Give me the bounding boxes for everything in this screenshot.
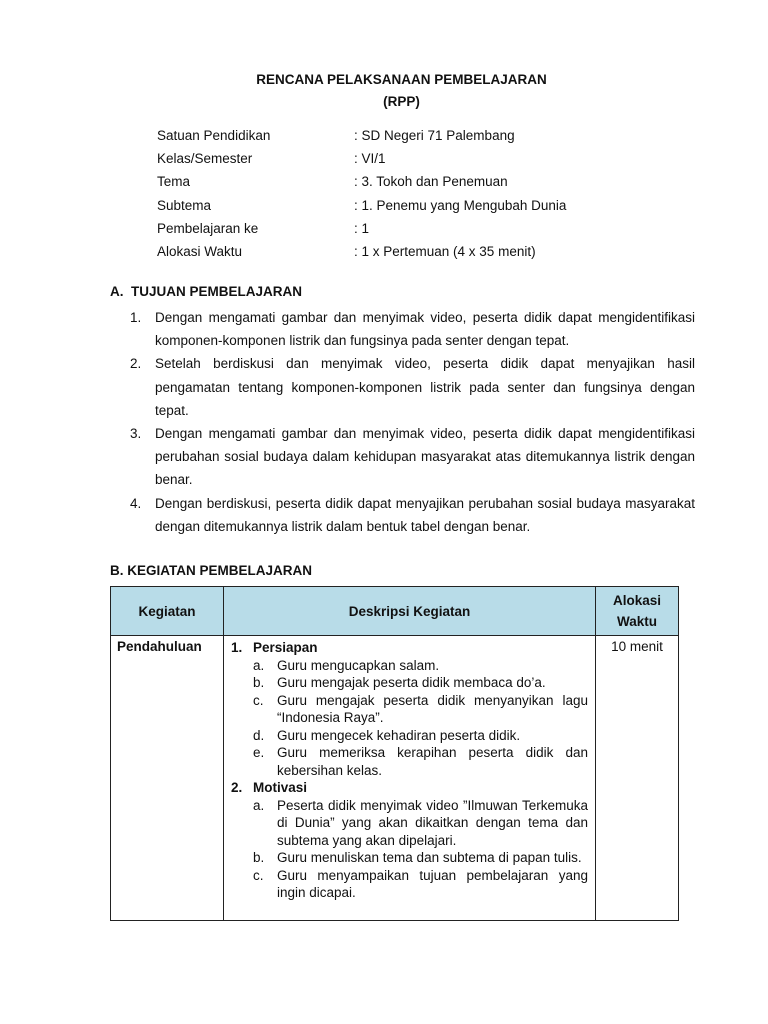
document-subtitle: (RPP) bbox=[383, 94, 420, 109]
info-row bbox=[157, 196, 566, 219]
item-text: Guru menuliskan tema dan subtema di papan tulis. bbox=[277, 850, 582, 865]
item-letter: e. bbox=[253, 745, 265, 760]
info-row bbox=[157, 149, 566, 172]
item-letter: c. bbox=[253, 692, 264, 708]
group-title: Persiapan bbox=[253, 640, 318, 655]
item-text: Guru mengajak peserta didik membaca do’a. bbox=[277, 675, 546, 690]
item-letter: d. bbox=[253, 727, 265, 743]
info-row bbox=[157, 126, 566, 149]
item-text: Guru mengecek kehadiran peserta didik. bbox=[277, 727, 521, 743]
table-row bbox=[111, 636, 679, 921]
section-b-heading: B. KEGIATAN PEMBELAJARAN bbox=[110, 563, 313, 578]
list-item bbox=[231, 867, 588, 902]
info-value: : SD Negeri 71 Palembang bbox=[354, 128, 515, 143]
goals-list bbox=[130, 306, 695, 538]
header-deskripsi: Deskripsi Kegiatan bbox=[224, 587, 596, 636]
header-alokasi: Alokasi Waktu bbox=[596, 587, 679, 636]
kegiatan-cell: Pendahuluan bbox=[111, 636, 224, 921]
activity-group-heading bbox=[231, 639, 588, 657]
list-item bbox=[130, 352, 695, 422]
info-value: : 1. Penemu yang Mengubah Dunia bbox=[354, 197, 567, 213]
list-item bbox=[231, 727, 588, 745]
list-item bbox=[231, 797, 588, 850]
item-number: 2. bbox=[130, 356, 142, 372]
item-number: 3. bbox=[130, 426, 142, 442]
deskripsi-cell bbox=[224, 636, 596, 921]
group-number: 2. bbox=[231, 780, 243, 795]
item-text: Peserta didik menyimak video ”Ilmuwan Terkemuka di Dunia” yang akan dikaitkan dengan tema dan subtema yang akan dipelajari. bbox=[277, 797, 588, 848]
list-item bbox=[231, 657, 588, 675]
group-title: Motivasi bbox=[253, 780, 308, 795]
list-item bbox=[130, 492, 695, 538]
item-text: Guru mengucapkan salam. bbox=[277, 657, 440, 673]
list-item bbox=[231, 674, 588, 692]
item-letter: b. bbox=[253, 675, 265, 690]
item-letter: c. bbox=[253, 867, 264, 883]
section-a-heading: A. TUJUAN PEMBELAJARAN bbox=[110, 284, 303, 299]
info-label: Subtema bbox=[157, 197, 212, 213]
identity-block bbox=[157, 126, 566, 265]
waktu-cell: 10 menit bbox=[596, 636, 679, 921]
document-title: RENCANA PELAKSANAAN PEMBELAJARAN bbox=[256, 72, 547, 87]
info-value: : 1 x Pertemuan (4 x 35 menit) bbox=[354, 243, 536, 259]
list-item bbox=[130, 422, 695, 492]
item-text: Setelah berdiskusi dan menyimak video, peserta didik dapat menyajikan hasil pengamatan tentang komponen-komponen listrik pada senter dan fungsinya dengan tepat. bbox=[155, 356, 695, 418]
info-label: Kelas/Semester bbox=[157, 151, 253, 167]
info-value: : 1 bbox=[354, 220, 370, 236]
table-header-row bbox=[111, 587, 679, 636]
activity-group-heading bbox=[231, 779, 588, 797]
info-row bbox=[157, 242, 566, 265]
info-value: : VI/1 bbox=[354, 151, 386, 167]
info-label: Tema bbox=[157, 174, 191, 190]
item-letter: b. bbox=[253, 850, 265, 865]
item-text: Guru memeriksa kerapihan peserta didik dan kebersihan kelas. bbox=[277, 745, 588, 778]
list-item bbox=[231, 692, 588, 727]
list-item bbox=[231, 849, 588, 867]
info-row bbox=[157, 219, 566, 242]
item-text: Guru menyampaikan tujuan pembelajaran yang ingin dicapai. bbox=[277, 867, 588, 900]
item-letter: a. bbox=[253, 657, 265, 673]
item-text: Dengan berdiskusi, peserta didik dapat menyajikan perubahan sosial budaya masyarakat dengan ditemukannya listrik dalam bentuk tabel dengan benar. bbox=[155, 495, 695, 534]
info-label: Alokasi Waktu bbox=[157, 243, 243, 259]
info-label: Satuan Pendidikan bbox=[157, 128, 271, 143]
info-value: : 3. Tokoh dan Penemuan bbox=[354, 174, 508, 190]
info-row bbox=[157, 172, 566, 195]
activities-table bbox=[110, 586, 679, 921]
item-letter: a. bbox=[253, 797, 265, 813]
item-text: Dengan mengamati gambar dan menyimak video, peserta didik dapat mengidentifikasi komponen-komponen listrik dan fungsinya pada senter dengan tepat. bbox=[155, 310, 695, 349]
list-item bbox=[231, 744, 588, 779]
item-text: Dengan mengamati gambar dan menyimak video, peserta didik dapat mengidentifikasi perubahan sosial budaya dalam kehidupan masyarakat atas ditemukannya listrik dengan benar. bbox=[155, 426, 695, 488]
info-label: Pembelajaran ke bbox=[157, 220, 259, 236]
item-number: 1. bbox=[130, 310, 142, 325]
group-number: 1. bbox=[231, 640, 243, 655]
header-kegiatan: Kegiatan bbox=[111, 587, 224, 636]
item-text: Guru mengajak peserta didik menyanyikan lagu “Indonesia Raya”. bbox=[277, 692, 588, 725]
item-number: 4. bbox=[130, 495, 142, 511]
list-item bbox=[130, 306, 695, 352]
